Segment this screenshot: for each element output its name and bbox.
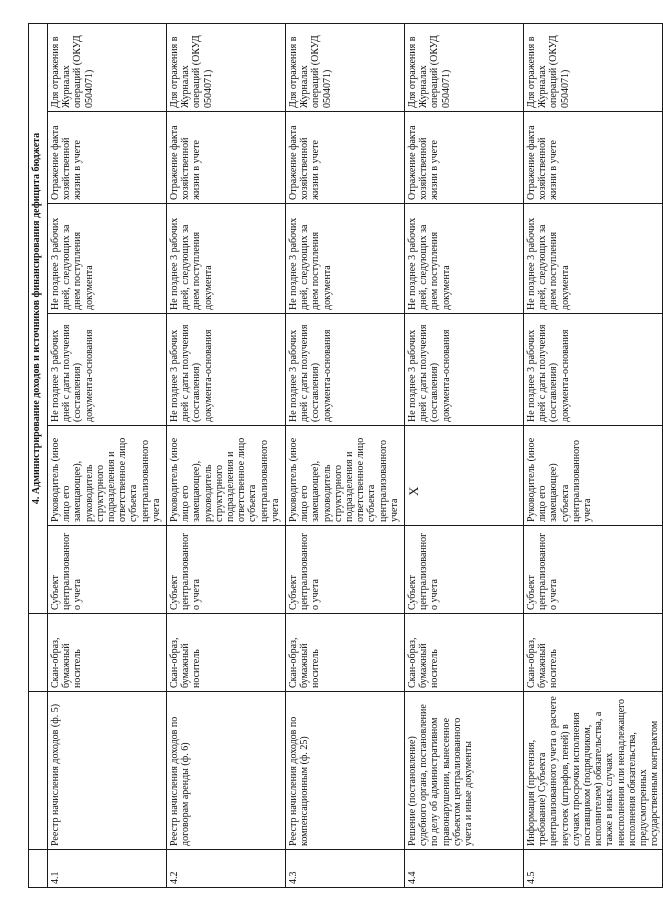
journal-reference: Для отражения в Журналах операций (ОКУД 0504071) bbox=[405, 23, 524, 111]
document-signer: Руководитель (иное лицо его замещающее), руководитель структурного подразделения и ответственное лицо субъекта централизованного учета bbox=[48, 426, 167, 526]
journal-reference: Для отражения в Журналах операций (ОКУД 0504071) bbox=[167, 23, 286, 111]
section-heading: 4. Администрирование доходов и источников финансирования дефицита бюджета bbox=[29, 23, 48, 613]
submission-deadline: Не позднее 3 рабочих дней с даты получения (составления) документа-основания bbox=[524, 314, 663, 426]
accounting-deadline: Не позднее 3 рабочих дней, следующих за днем поступления документа bbox=[167, 204, 286, 314]
journal-reference: Для отражения в Журналах операций (ОКУД 0504071) bbox=[48, 23, 167, 111]
document-medium: Скан-образ, бумажный носитель bbox=[524, 614, 663, 692]
document-signer: Руководитель (иное лицо его замещающее), руководитель структурного подразделения и ответственное лицо субъекта централизованного учета bbox=[286, 426, 405, 526]
accounting-deadline: Не позднее 3 рабочих дней, следующих за днем поступления документа bbox=[524, 204, 663, 314]
document-name: Реестр начисления доходов (ф. 5) bbox=[48, 692, 167, 850]
document-medium: Скан-образ, бумажный носитель bbox=[48, 614, 167, 692]
document-name: Информация (претензия, требование) Субъекта централизованного учета о расчете неустоек (штрафов, пеней) в случаях просрочки исполнения поставщиком (подрядчиком, исполнителем) обязательства, а также в иных случаях неисполнения или ненадлежащего исполнения обязательства, предусмотренных государственным контрактом bbox=[524, 692, 663, 850]
submission-deadline: Не позднее 3 рабочих дней с даты получения (составления) документа-основания bbox=[405, 314, 524, 426]
row-number: 4.4 bbox=[405, 850, 524, 888]
document-purpose: Отражение факта хозяйственной жизни в учете bbox=[48, 112, 167, 204]
document-purpose: Отражение факта хозяйственной жизни в учете bbox=[524, 112, 663, 204]
document-signer bbox=[405, 426, 524, 526]
row-number: 4.3 bbox=[286, 850, 405, 888]
submission-deadline: Не позднее 3 рабочих дней с даты получения (составления) документа-основания bbox=[167, 314, 286, 426]
document-name: Решение (постановление) судебного органа, постановление по делу об административном правонарушении, вынесенное субъектом централизованного учета и иные документы bbox=[405, 692, 524, 850]
document-medium: Скан-образ, бумажный носитель bbox=[405, 614, 524, 692]
document-name: Реестр начисления доходов по компенсационным (ф. 25) bbox=[286, 692, 405, 850]
row-number: 4.5 bbox=[524, 850, 663, 888]
document-compiler: Субъект централизованного учета bbox=[286, 526, 405, 614]
document-purpose: Отражение факта хозяйственной жизни в учете bbox=[286, 112, 405, 204]
document-medium: Скан-образ, бумажный носитель bbox=[286, 614, 405, 692]
document-purpose: Отражение факта хозяйственной жизни в учете bbox=[405, 112, 524, 204]
document-signer: Руководитель (иное лицо его замещающее) субъекта централизованного учета bbox=[524, 426, 663, 526]
submission-deadline: Не позднее 3 рабочих дней с даты получения (составления) документа-основания bbox=[286, 314, 405, 426]
document-compiler: Субъект централизованного учета bbox=[48, 526, 167, 614]
submission-deadline: Не позднее 3 рабочих дней с даты получения (составления) документа-основания bbox=[48, 314, 167, 426]
row-number: 4.2 bbox=[167, 850, 286, 888]
row-number: 4.1 bbox=[48, 850, 167, 888]
document-signer: Руководитель (иное лицо его замещающее), руководитель структурного подразделения и ответственное лицо субъекта централизованного учета bbox=[167, 426, 286, 526]
document-compiler: Субъект централизованного учета bbox=[405, 526, 524, 614]
document-name: Реестр начисления доходов по договорам аренды (ф. 6) bbox=[167, 692, 286, 850]
table-row bbox=[48, 23, 167, 887]
table-row bbox=[286, 23, 405, 887]
accounting-deadline: Не позднее 3 рабочих дней, следующих за днем поступления документа bbox=[48, 204, 167, 314]
document-purpose: Отражение факта хозяйственной жизни в учете bbox=[167, 112, 286, 204]
journal-reference: Для отражения в Журналах операций (ОКУД 0504071) bbox=[286, 23, 405, 111]
rotated-table-container bbox=[28, 24, 661, 888]
journal-reference: Для отражения в Журналах операций (ОКУД 0504071) bbox=[524, 23, 663, 111]
document-medium: Скан-образ, бумажный носитель bbox=[167, 614, 286, 692]
accounting-deadline: Не позднее 3 рабочих дней, следующих за днем поступления документа bbox=[286, 204, 405, 314]
document-compiler: Субъект централизованного учета bbox=[524, 526, 663, 614]
document-compiler: Субъект централизованного учета bbox=[167, 526, 286, 614]
not-applicable-mark: X bbox=[406, 486, 421, 496]
document-flow-table bbox=[28, 23, 663, 888]
accounting-deadline: Не позднее 3 рабочих дней, следующих за днем поступления документа bbox=[405, 204, 524, 314]
table-row bbox=[167, 23, 286, 887]
table-row bbox=[405, 23, 524, 887]
table-row bbox=[524, 23, 663, 887]
